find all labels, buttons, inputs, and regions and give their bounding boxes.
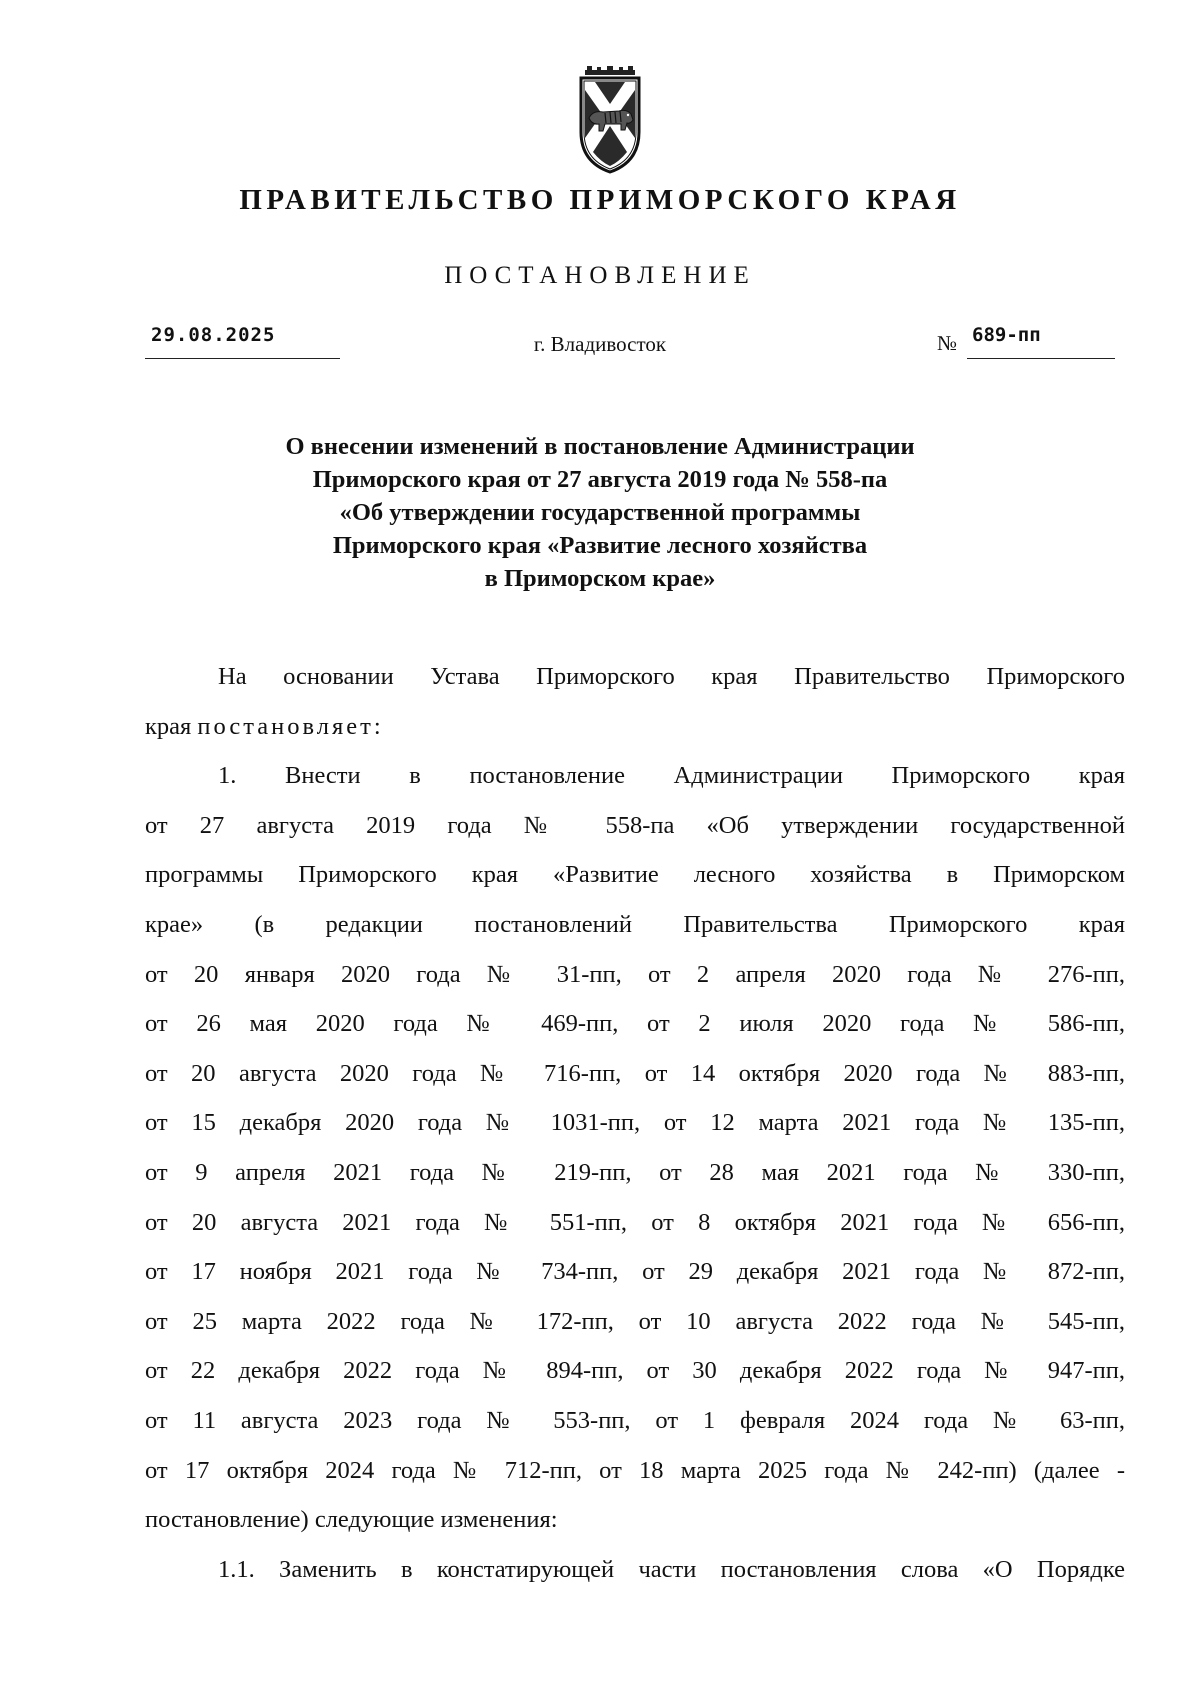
subject-line: Приморского края «Развитие лесного хозяйства [332,532,868,559]
document-city: г. Владивосток [533,332,667,356]
body-line [145,709,1125,759]
body-line: от 20 августа 2021 года № 551-пп, от 8 октября 2021 года № 656-пп, [145,1208,1125,1236]
document-date: 29.08.2025 [151,324,276,346]
body-line: программы Приморского края «Развитие лесного хозяйства в Приморском [145,861,1125,889]
body-line: крае» (в редакции постановлений Правительства Приморского края [145,910,1125,938]
subject-line: «Об утверждении государственной программы [339,499,861,526]
document-meta-row [0,322,1200,362]
body-line: от 27 августа 2019 года № 558-па «Об утверждении государственной [145,811,1125,839]
document-number: 689-пп [972,324,1041,346]
number-label: № [937,331,958,355]
body-line: 1. Внести в постановление Администрации Приморского края [218,762,1125,790]
subject-line: в Приморском крае» [484,565,716,592]
body-line: от 20 августа 2020 года № 716-пп, от 14 октября 2020 года № 883-пп, [145,1059,1125,1087]
subject-line: О внесении изменений в постановление Администрации [285,433,915,460]
body-line: от 22 декабря 2022 года № 894-пп, от 30 декабря 2022 года № 947-пп, [145,1357,1125,1385]
document-body [145,659,1125,1601]
body-line: от 20 января 2020 года № 31-пп, от 2 апреля 2020 года № 276-пп, [145,960,1125,988]
document-subject [180,430,1020,595]
body-line: На основании Устава Приморского края Правительство Приморского [218,663,1125,690]
body-line: постановление) следующие изменения: [145,1506,558,1534]
body-line: от 25 марта 2022 года № 172-пп, от 10 августа 2022 года № 545-пп, [145,1307,1125,1335]
coat-of-arms-emblem [575,66,645,174]
body-line: от 26 мая 2020 года № 469-пп, от 2 июля 2020 года № 586-пп, [145,1010,1125,1038]
subject-line: Приморского края от 27 августа 2019 года № 558-па [312,466,888,493]
body-line: от 17 октября 2024 года № 712-пп, от 18 марта 2025 года № 242-пп) (далее - [145,1456,1125,1484]
resolves-word: постановляет: [197,712,384,740]
body-line: от 9 апреля 2021 года № 219-пп, от 28 мая 2021 года № 330-пп, [145,1158,1125,1186]
body-line: от 17 ноября 2021 года № 734-пп, от 29 декабря 2021 года № 872-пп, [145,1258,1125,1286]
body-text: края [145,712,198,740]
body-line: от 15 декабря 2020 года № 1031-пп, от 12 марта 2021 года № 135-пп, [145,1109,1125,1137]
organization-title: ПРАВИТЕЛЬСТВО ПРИМОРСКОГО КРАЯ [239,184,961,216]
number-field [967,322,1115,359]
document-type: ПОСТАНОВЛЕНИЕ [444,262,756,289]
body-line: 1.1. Заменить в констатирующей части постановления слова «О Порядке [218,1555,1125,1583]
body-line: от 11 августа 2023 года № 553-пп, от 1 февраля 2024 года № 63-пп, [145,1406,1125,1434]
crown-icon [585,66,635,75]
